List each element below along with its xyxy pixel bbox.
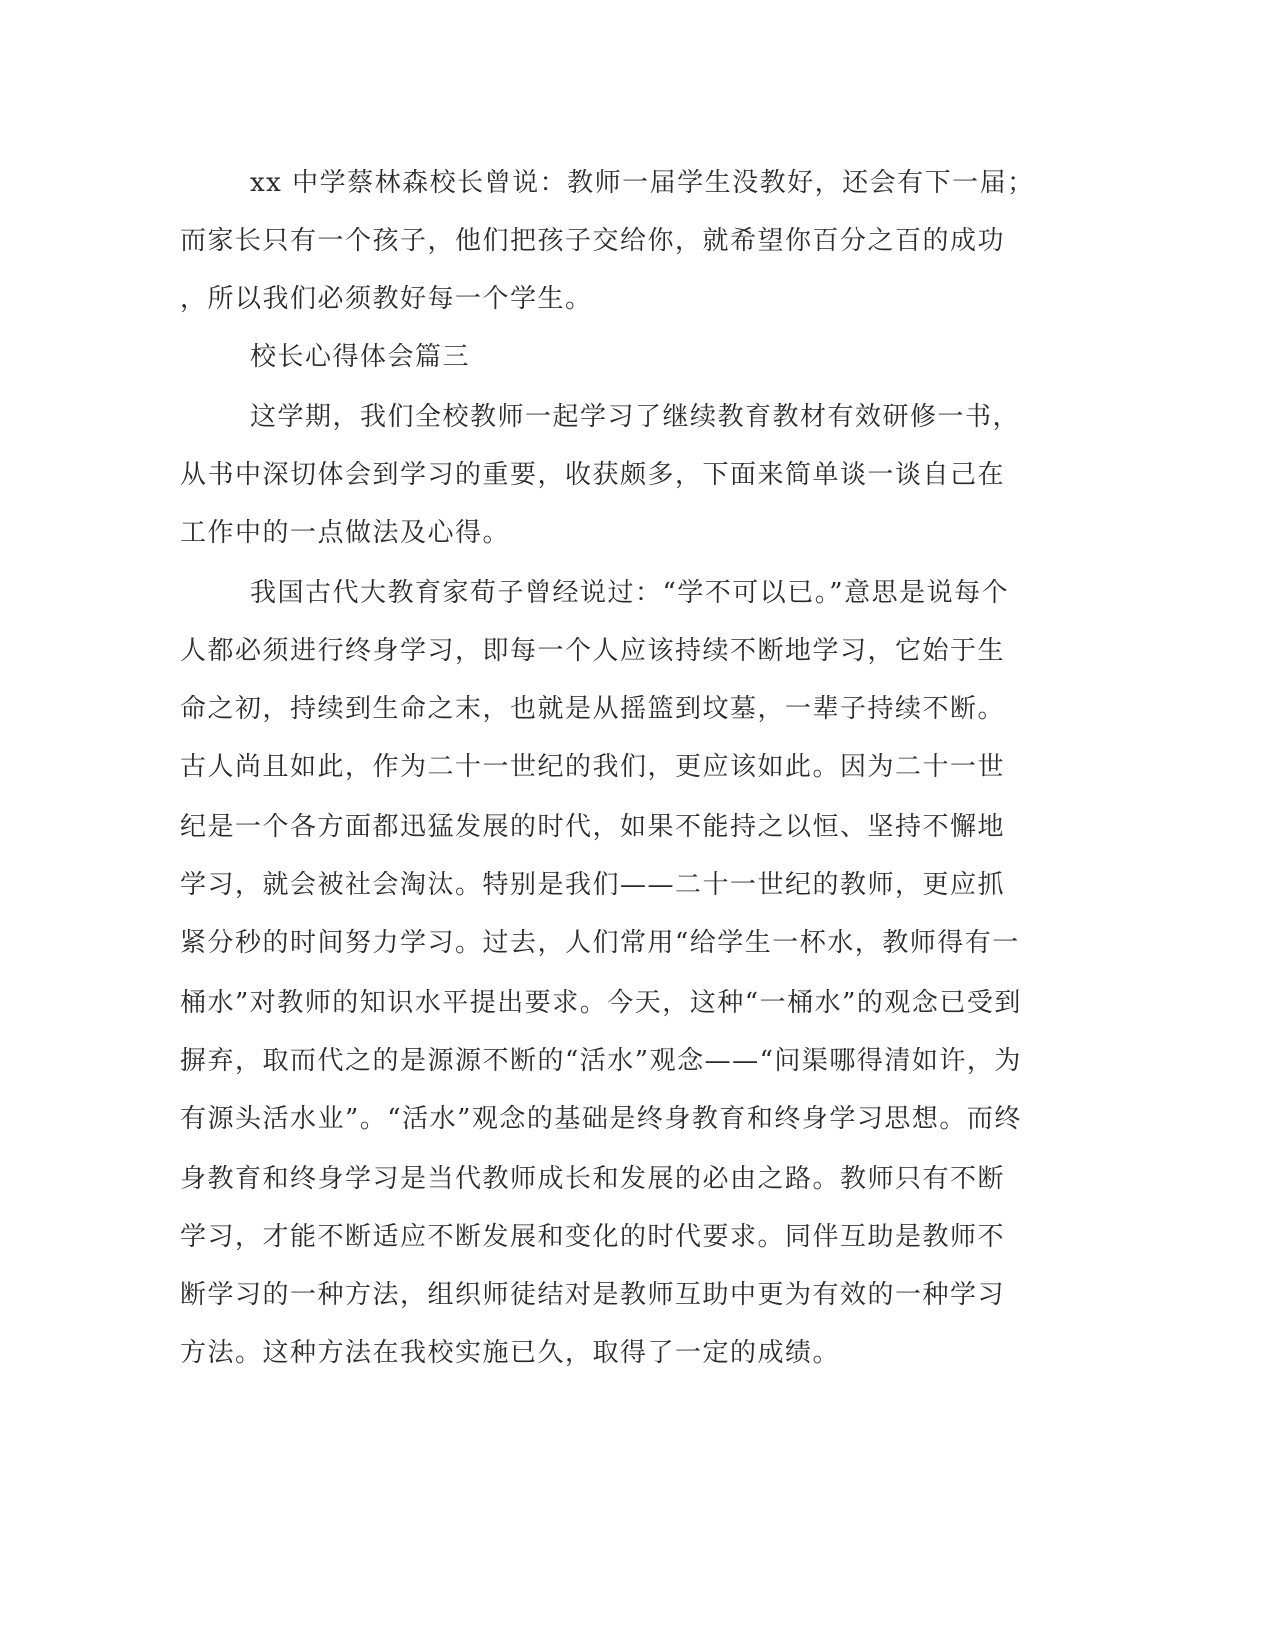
paragraph-3-line-10: 有源头活水业”。“活水”观念的基础是终身教育和终身学习思想。而终 (180, 1104, 1022, 1134)
paragraph-3-line-7: 紧分秒的时间努力学习。过去，人们常用“给学生一杯水，教师得有一 (180, 928, 1020, 958)
paragraph-3-line-9: 摒弃，取而代之的是源源不断的“活水”观念——“问渠哪得清如许，为 (180, 1046, 1022, 1076)
paragraph-2-line-1: 这学期，我们全校教师一起学习了继续教育教材有效研修一书， (250, 402, 1021, 432)
section-heading: 校长心得体会篇三 (250, 342, 471, 372)
paragraph-2-line-3: 工作中的一点做法及心得。 (180, 518, 511, 548)
paragraph-3-line-11: 身教育和终身学习是当代教师成长和发展的必由之路。教师只有不断 (180, 1164, 1006, 1194)
paragraph-1-line-2: 而家长只有一个孩子，他们把孩子交给你，就希望你百分之百的成功 (180, 226, 1006, 256)
paragraph-3-line-12: 学习，才能不断适应不断发展和变化的时代要求。同伴互助是教师不 (180, 1222, 1006, 1252)
paragraph-2-line-2: 从书中深切体会到学习的重要，收获颇多，下面来简单谈一谈自己在 (180, 460, 1006, 490)
paragraph-3-line-5: 纪是一个各方面都迅猛发展的时代，如果不能持之以恒、坚持不懈地 (180, 812, 1006, 842)
paragraph-1-line-3: ，所以我们必须教好每一个学生。 (180, 284, 593, 314)
paragraph-3-line-1: 我国古代大教育家荀子曾经说过：“学不可以已。”意思是说每个 (250, 578, 1010, 608)
paragraph-3-line-14: 方法。这种方法在我校实施已久，取得了一定的成绩。 (180, 1338, 841, 1368)
paragraph-3-line-13: 断学习的一种方法，组织师徒结对是教师互助中更为有效的一种学习 (180, 1280, 1006, 1310)
paragraph-3-line-2: 人都必须进行终身学习，即每一个人应该持续不断地学习，它始于生 (180, 636, 1006, 666)
paragraph-3-line-3: 命之初，持续到生命之末，也就是从摇篮到坟墓，一辈子持续不断。 (180, 694, 1006, 724)
paragraph-3-line-8: 桶水”对教师的知识水平提出要求。今天，这种“一桶水”的观念已受到 (180, 988, 1022, 1018)
paragraph-1-line-1: xx 中学蔡林森校长曾说：教师一届学生没教好，还会有下一届； (250, 168, 1035, 198)
paragraph-3-line-6: 学习，就会被社会淘汰。特别是我们——二十一世纪的教师，更应抓 (180, 870, 1006, 900)
paragraph-3-line-4: 古人尚且如此，作为二十一世纪的我们，更应该如此。因为二十一世 (180, 752, 1006, 782)
